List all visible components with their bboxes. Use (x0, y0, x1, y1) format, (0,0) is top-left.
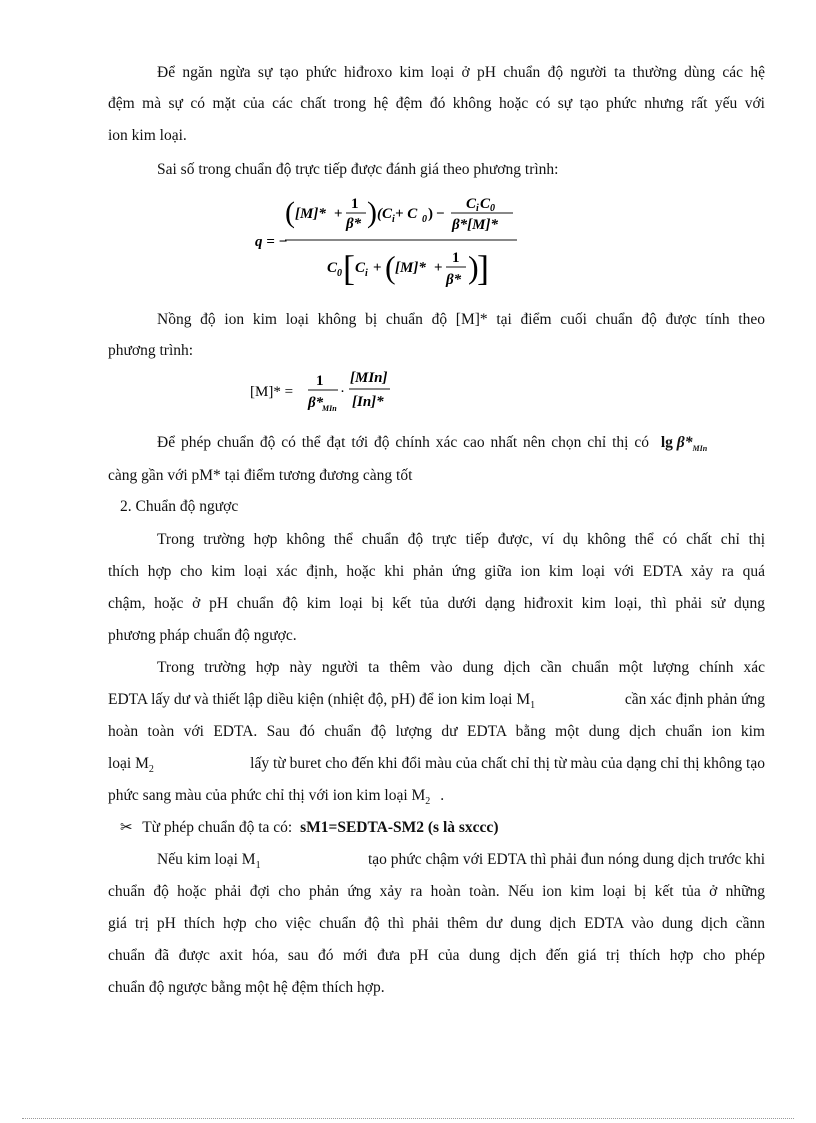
eq1-paren-close: ) (367, 196, 377, 229)
svg-text:C: C (480, 196, 491, 212)
para8-line3: giá trị pH thích hợp cho việc chuẩn độ thì phải thêm dư dung dịch EDTA vào dung dịch cầnn (108, 915, 765, 932)
eq1-ci-sub: i (392, 214, 395, 225)
svg-text:1: 1 (452, 250, 460, 266)
para7-lead: Từ phép chuẩn độ ta có: (142, 819, 293, 836)
eq1-den-c0: C (327, 260, 338, 276)
para8-line1-a: Nếu kim loại M (157, 851, 256, 868)
para8-line1 (157, 850, 765, 876)
para4-line2: càng gần với pM* tại điểm tương đương càng tốt (108, 467, 413, 484)
para8-line2: chuẩn độ hoặc phải đợi cho phản ứng xảy ra hoàn toàn. Nếu ion kim loại bị kết tủa ở những (108, 883, 765, 900)
para4-beta: $\beta*_{MIn}$ (676, 434, 708, 453)
eq1-num-m: [M]* (295, 206, 326, 222)
para5-line2: thích hợp cho kim loại xác định, hoặc khi phản ứng giữa ion kim loại với EDTA xảy ra quá (108, 563, 765, 580)
eq2-dot: · (340, 384, 345, 400)
para6-line2 (108, 690, 765, 716)
section-heading-2: 2. Chuẩn độ ngược (120, 498, 239, 515)
svg-text:(: ( (385, 249, 396, 285)
eq1-plus: + (334, 206, 343, 222)
eq1-den-ci: C (355, 260, 366, 276)
para8-line1-b: tạo phức chậm với EDTA thì phải đun nóng dung dịch trước khi (368, 851, 765, 868)
svg-text:β*: β* (446, 272, 462, 288)
eq1-one: 1 (351, 196, 359, 212)
para6-line1: Trong trường hợp này người ta thêm vào dung dịch cần chuẩn một lượng chính xác (157, 659, 765, 676)
eq2-lhs: [M]* = (250, 384, 294, 400)
sub-2: 2 (148, 764, 154, 775)
para6-line4-a: loại M (108, 755, 149, 772)
eq1-bracket-open: [ (343, 248, 355, 288)
para4-lg: lg (660, 434, 673, 451)
para6-line2-b: cần xác định phản ứng (624, 691, 765, 708)
eq2-in: [In]* (352, 394, 384, 410)
para5-line4: phương pháp chuẩn độ ngược. (108, 627, 297, 644)
svg-text:0: 0 (337, 268, 342, 279)
sub-2b: 2 (425, 796, 431, 807)
para4-line1 (157, 433, 765, 459)
eq2-min-sub: MIn (322, 404, 337, 413)
error-equation (255, 188, 525, 300)
svg-text:): ) (468, 249, 479, 285)
para6-line5 (108, 786, 444, 812)
svg-text:i: i (476, 203, 479, 214)
eq1-paren-open: ( (285, 196, 295, 229)
svg-text:i: i (365, 268, 368, 279)
para3-line1: Nồng độ ion kim loại không bị chuẩn độ [M]* tại điểm cuối chuẩn độ được tính theo (157, 311, 765, 328)
para6-line3: hoàn toàn với EDTA. Sau đó chuẩn độ lượng dư EDTA bằng một dung dịch chuẩn ion kim (108, 723, 765, 740)
eq2-min: [MIn] (350, 370, 388, 386)
eq2-one: 1 (316, 373, 324, 389)
para6-line2-a: EDTA lấy dư và thiết lập diều kiện (nhiệt độ, pH) để ion kim loại M (108, 691, 531, 708)
sub-1: 1 (530, 700, 536, 711)
para5-line1: Trong trường hợp không thể chuẩn độ trực tiếp được, ví dụ không thể có chất chỉ thị (157, 531, 765, 548)
eq1-den-m: [M]* (395, 260, 426, 276)
eq2-beta: β* (308, 395, 324, 411)
para4-text: Để phép chuẩn độ có thể đạt tới độ chính xác cao nhất nên chọn chỉ thị có (157, 434, 649, 451)
para1-line1: Để ngăn ngừa sự tạo phức hiđroxo kim loại ở pH chuẩn độ người ta thường dùng các hệ (157, 64, 765, 81)
para6-line4-b: lấy từ buret cho đến khi đổi màu của chất chỉ thị từ màu của dạng chỉ thị không tạo (250, 755, 765, 772)
eq1-lhs: q = − (255, 234, 288, 250)
eq1-plus2: + C (395, 206, 418, 222)
para6-line5-b: . (440, 787, 445, 804)
para1-line3: ion kim loại. (108, 127, 187, 144)
para7 (120, 818, 498, 838)
free-metal-equation (250, 366, 410, 418)
para6-line4 (108, 754, 765, 780)
eq1-c0-sub: 0 (422, 214, 427, 225)
svg-text:+: + (434, 260, 443, 276)
sub-1b: 1 (255, 860, 261, 871)
para3-line2: phương trình: (108, 342, 194, 359)
para2: Sai số trong chuẩn độ trực tiếp được đánh giá theo phương trình: (157, 161, 559, 178)
eq1-beta: β* (346, 216, 362, 232)
scissors-icon: ✂ (120, 820, 133, 836)
eq1-frac2-den: β*[M]* (452, 217, 499, 233)
svg-text:0: 0 (490, 203, 495, 214)
eq1-minus: − (436, 206, 445, 222)
eq1-ci-c0: (C (377, 206, 392, 222)
eq1-bracket-close: ] (477, 248, 489, 288)
eq1-close: ) (428, 206, 433, 222)
para1-line2: đệm mà sự có mặt của các chất trong hệ đệm đó không hoặc có sự tạo phức nhưng rất yếu với (108, 95, 765, 112)
para8-line4: chuẩn đã được axit hóa, sau đó mới đưa pH của dung dịch đến giá trị thích hợp cho phép (108, 947, 765, 964)
para8-line5: chuẩn độ ngược bằng một hệ đệm thích hợp. (108, 979, 385, 996)
eq1-cic0: C (466, 196, 477, 212)
svg-text:+: + (373, 260, 382, 276)
para6-line5-a: phức sang màu của phức chỉ thị với ion kim loại M (108, 787, 426, 804)
para5-line3: chậm, hoặc ở pH chuẩn độ kim loại bị kết tủa dưới dạng hiđroxit kim loại, thì phải sử dụng (108, 595, 765, 612)
para7-formula: sM1=SEDTA-SM2 (s là sxccc) (300, 819, 499, 836)
page-bottom-divider (22, 1118, 794, 1119)
